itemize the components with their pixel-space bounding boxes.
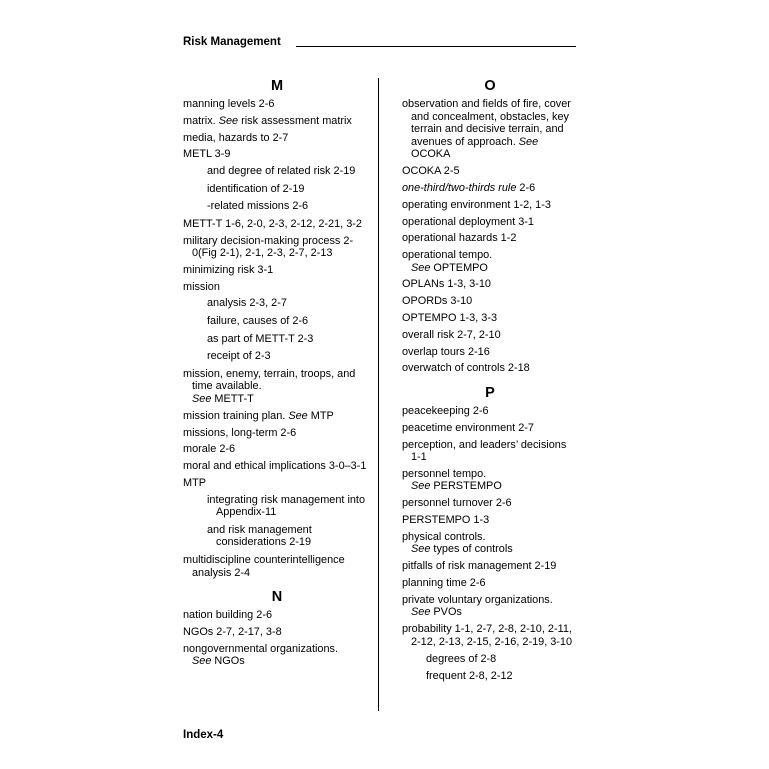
entry-text: NGOs [211, 655, 245, 668]
index-entry: media, hazards to 2-7 [183, 131, 289, 144]
index-entry: probability 1-1, 2-7, 2-8, 2-10, 2-11, 2-12, 2-13, 2-15, 2-16, 2-19, 3-10 [402, 623, 573, 648]
index-entry [183, 115, 371, 128]
index-entry: overlap tours 2-16 [402, 345, 490, 358]
column-divider [378, 78, 379, 711]
section-letter-p: P [485, 384, 495, 401]
index-entry: NGOs 2-7, 2-17, 3-8 [183, 626, 282, 639]
index-entry: pitfalls of risk management 2-19 [402, 560, 557, 573]
see-reference: See [518, 135, 539, 148]
entry-text: observation and fields of fire, cover and concealment, obstacles, key terrain and decisive terrain, and avenues of approach. [402, 98, 571, 148]
index-subentry: failure, causes of 2-6 [207, 315, 309, 328]
index-subentry: as part of METT-T 2-3 [207, 332, 314, 345]
entry-text: operational tempo. [402, 249, 493, 262]
index-entry [402, 98, 578, 161]
entry-text: risk assessment matrix [238, 114, 352, 127]
index-subentry: and degree of related risk 2-19 [207, 164, 356, 177]
index-entry: OCOKA 2-5 [402, 165, 460, 178]
index-entry: personnel turnover 2-6 [402, 497, 512, 510]
index-entry [183, 643, 371, 668]
index-entry: mission [183, 280, 220, 293]
index-entry: multidiscipline counterintelligence analysis 2-4 [183, 554, 345, 579]
index-entry: peacekeeping 2-6 [402, 404, 489, 417]
entry-text: OPTEMPO [430, 261, 488, 274]
entry-text: mission, enemy, terrain, troops, and time available. [183, 367, 356, 393]
entry-text: physical controls. [402, 530, 486, 543]
see-reference: See [192, 393, 212, 405]
see-reference: See [411, 543, 431, 556]
entry-text-italic: one-third/two-thirds rule [402, 181, 517, 194]
entry-text: PVOs [430, 606, 462, 619]
index-entry: peacetime environment 2-7 [402, 421, 534, 434]
index-entry [183, 410, 371, 423]
entry-text: 2-6 [516, 181, 536, 194]
index-column-right [402, 76, 578, 688]
index-entry: planning time 2-6 [402, 576, 486, 589]
index-entry: overall risk 2-7, 2-10 [402, 328, 501, 341]
index-entry: missions, long-term 2-6 [183, 426, 297, 439]
entry-text: METT-T [211, 393, 254, 405]
index-entry: operating environment 1-2, 1-3 [402, 198, 551, 211]
index-subentry: degrees of 2-8 [426, 652, 497, 665]
index-entry: perception, and leaders’ decisions 1-1 [402, 438, 567, 464]
see-reference: See [411, 606, 431, 619]
index-entry [402, 249, 578, 274]
index-subentry: identification of 2-19 [207, 182, 305, 195]
index-entry: nation building 2-6 [183, 609, 273, 622]
index-subentry: and risk management considerations 2-19 [207, 523, 312, 549]
index-subentry: receipt of 2-3 [207, 350, 271, 363]
index-subentry: integrating risk management into Appendix-11 [207, 493, 365, 519]
index-entry: MTP [183, 476, 206, 489]
entry-text: types of controls [430, 543, 513, 556]
index-entry: OPORDs 3-10 [402, 295, 473, 308]
section-letter-o: O [484, 78, 496, 94]
entry-text: MTP [307, 409, 334, 422]
page-number: Index-4 [183, 729, 224, 741]
running-header-title: Risk Management [183, 36, 281, 48]
index-entry: manning levels 2-6 [183, 98, 275, 110]
index-entry: operational hazards 1-2 [402, 232, 517, 245]
see-reference: See [411, 480, 431, 493]
index-subentry: frequent 2-8, 2-12 [426, 670, 513, 683]
see-reference: See [218, 114, 239, 127]
index-subentry: analysis 2-3, 2-7 [207, 297, 287, 310]
entry-text: nongovernmental organizations. [183, 642, 338, 655]
entry-text: private voluntary organizations. [402, 593, 553, 606]
index-entry: military decision-making process 2-0(Fig 2-1), 2-1, 2-3, 2-7, 2-13 [183, 234, 354, 260]
entry-text: OCOKA [411, 148, 451, 161]
see-reference: See [411, 261, 431, 274]
section-letter-n: N [271, 589, 283, 606]
index-entry [402, 182, 578, 195]
index-entry [402, 468, 578, 493]
index-entry: minimizing risk 3-1 [183, 263, 274, 276]
index-column-left [183, 76, 371, 672]
index-entry: OPLANs 1-3, 3-10 [402, 278, 491, 291]
see-reference: See [288, 409, 308, 422]
index-subentry: -related missions 2-6 [207, 200, 309, 213]
index-entry: morale 2-6 [183, 443, 236, 456]
entry-text: personnel tempo. [402, 467, 487, 480]
index-entry [402, 531, 578, 556]
index-entry: PERSTEMPO 1-3 [402, 514, 490, 527]
entry-text: mission training plan. [183, 409, 289, 422]
index-entry: METL 3-9 [183, 148, 231, 161]
index-entry: METT-T 1-6, 2-0, 2-3, 2-12, 2-21, 3-2 [183, 217, 362, 230]
entry-text: PERSTEMPO [430, 480, 502, 493]
see-reference: See [192, 655, 212, 668]
index-entry: OPTEMPO 1-3, 3-3 [402, 312, 498, 324]
entry-text: matrix. [183, 114, 219, 127]
section-letter-m: M [270, 78, 284, 94]
index-entry [183, 368, 371, 406]
header-rule [296, 46, 576, 47]
index-entry: moral and ethical implications 3-0–3-1 [183, 460, 367, 473]
index-entry [402, 594, 578, 619]
index-entry: overwatch of controls 2-18 [402, 362, 530, 375]
index-entry: operational deployment 3-1 [402, 215, 534, 228]
